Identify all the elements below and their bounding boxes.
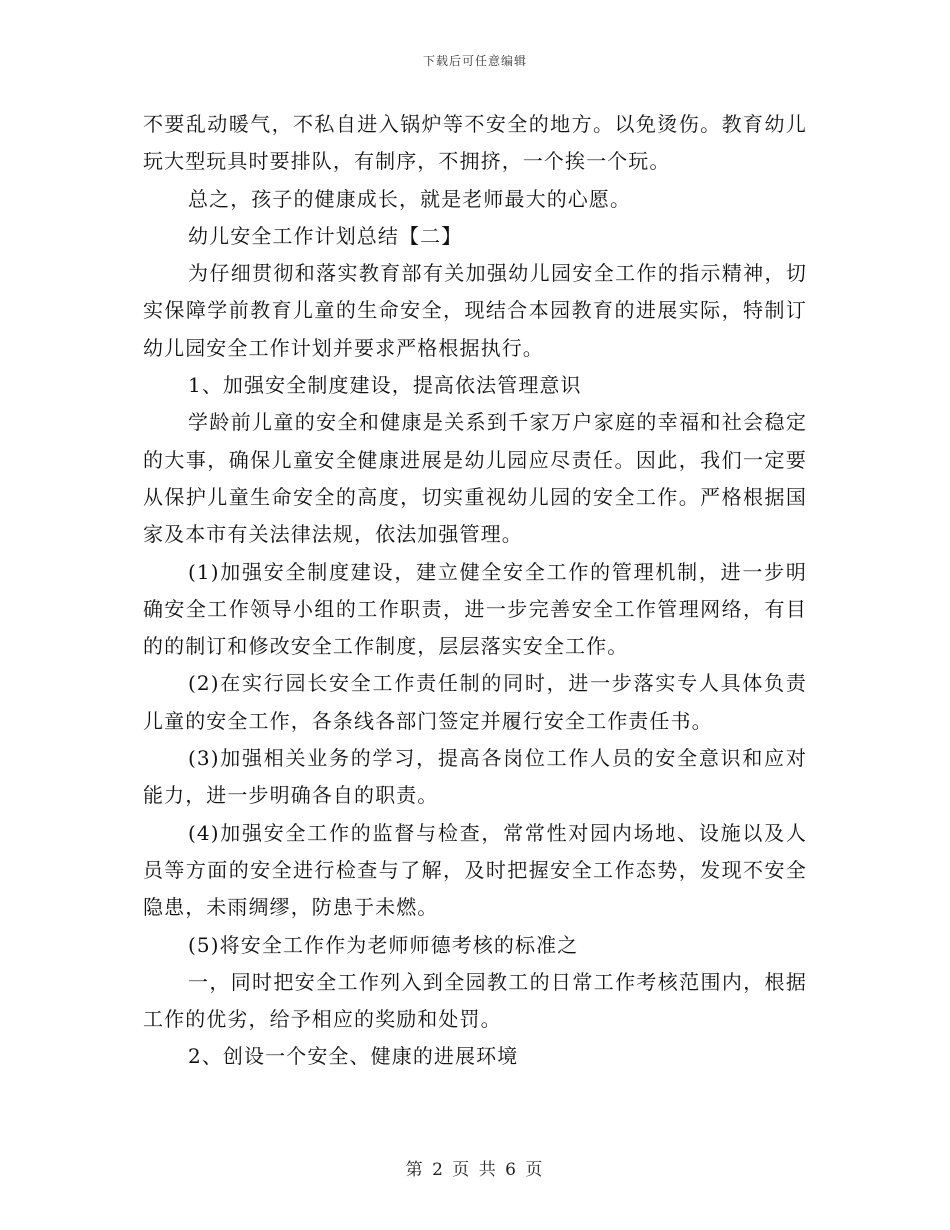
page-header: 下载后可任意编辑 — [422, 54, 527, 68]
list-item-3: (3)加强相关业务的学习，提高各岗位工作人员的安全意识和应对能力，进一步明确各自的职责。 — [143, 746, 807, 808]
paragraph-2: 总之，孩子的健康成长，就是老师最大的心愿。 — [188, 186, 632, 211]
list-item-4: (4)加强安全工作的监督与检查，常常性对园内场地、设施以及人员等方面的安全进行检查与了解，及时把握安全工作态势，发现不安全隐患，未雨绸缪，防患于未燃。 — [143, 820, 807, 920]
paragraph-intro: 为仔细贯彻和落实教育部有关加强幼儿园安全工作的指示精神，切实保障学前教育儿童的生命安全，现结合本园教育的进展实际，特制订幼儿园安全工作计划并要求严格根据执行。 — [143, 261, 807, 360]
paragraph-1: 不要乱动暖气，不私自进入锅炉等不安全的地方。以免烫伤。教育幼儿玩大型玩具时要排队，有制序，不拥挤，一个挨一个玩。 — [143, 112, 807, 174]
list-item-1: (1)加强安全制度建设，建立健全安全工作的管理机制，进一步明确安全工作领导小组的工作职责，进一步完善安全工作管理网络，有目的的制订和修改安全工作制度，层层落实安全工作。 — [143, 559, 807, 659]
subheading-1: 1、加强安全制度建设，提高依法管理意识 — [188, 373, 582, 398]
page-number: 第 2 页 共 6 页 — [405, 1160, 545, 1180]
subheading-2: 2、创设一个安全、健康的进展环境 — [188, 1044, 519, 1069]
list-item-2: (2)在实行园长安全工作责任制的同时，进一步落实专人具体负责儿童的安全工作，各条线各部门签定并履行安全工作责任书。 — [143, 671, 807, 733]
list-item-5-continued: 一，同时把安全工作列入到全园教工的日常工作考核范围内，根据工作的优劣，给予相应的奖励和处罚。 — [143, 969, 807, 1032]
section-heading-2: 幼儿安全工作计划总结【二】 — [188, 223, 463, 248]
paragraph-safety-health: 学龄前儿童的安全和健康是关系到千家万户家庭的幸福和社会稳定的大事，确保儿童安全健康进展是幼儿园应尽责任。因此，我们一定要从保护儿童生命安全的高度，切实重视幼儿园的安全工作。严格根据国家及本市有关法律法规，依法加强管理。 — [143, 410, 807, 547]
list-item-5: (5)将安全工作作为老师师德考核的标准之 — [188, 932, 579, 957]
document-body — [143, 106, 807, 1076]
